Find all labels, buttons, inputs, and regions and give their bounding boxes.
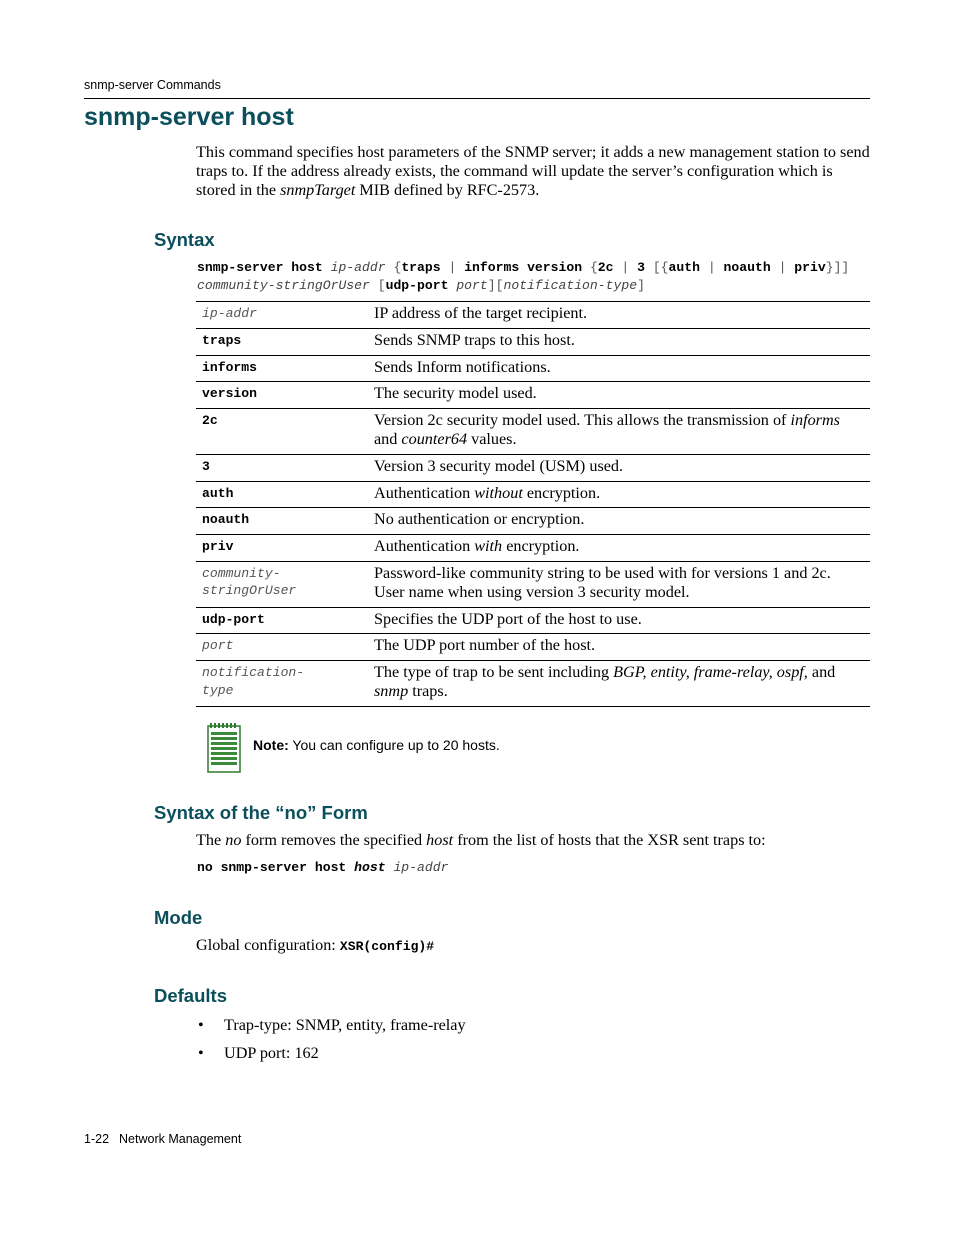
kw-priv: priv xyxy=(794,260,826,275)
param-desc: The UDP port number of the host. xyxy=(364,634,870,661)
param-desc: Specifies the UDP port of the host to use. xyxy=(364,607,870,634)
text: from the list of hosts that the XSR sent traps to: xyxy=(453,831,766,849)
punct: | xyxy=(621,260,630,275)
param-name: 2c xyxy=(196,409,364,455)
desc-emphasis: counter64 xyxy=(401,429,468,448)
param-desc xyxy=(364,409,870,455)
intro-text-end: MIB defined by RFC-2573. xyxy=(355,180,540,199)
punct: [ xyxy=(377,277,386,293)
param-desc xyxy=(364,535,870,562)
param-name: auth xyxy=(196,481,364,508)
arg-ip-addr: ip-addr xyxy=(330,260,386,275)
running-header: snmp-server Commands xyxy=(84,78,221,92)
desc-emphasis: informs xyxy=(790,411,840,430)
punct: [{ xyxy=(652,260,669,275)
notepad-icon xyxy=(206,722,242,774)
desc-text: and xyxy=(807,663,836,682)
kw-informs-version: informs version xyxy=(464,260,583,275)
desc-text: Password-like community string to be used with for versions 1 and 2c. xyxy=(374,563,831,582)
desc-emphasis: with xyxy=(474,537,503,556)
desc-emphasis: snmp xyxy=(374,681,409,700)
desc-emphasis: BGP, entity, frame-relay, ospf, xyxy=(613,663,808,682)
param-desc: Sends SNMP traps to this host. xyxy=(364,328,870,355)
table-row xyxy=(196,409,870,455)
desc-text: Authentication xyxy=(374,537,475,556)
desc-text: User name when using version 3 security model. xyxy=(374,582,690,601)
bullet: • xyxy=(198,1044,204,1062)
desc-text: and xyxy=(374,429,402,448)
cmd-keyword: snmp-server host xyxy=(197,260,323,275)
list-item xyxy=(196,1044,466,1072)
param-name: informs xyxy=(196,355,364,382)
param-name: traps xyxy=(196,328,364,355)
emphasis: host xyxy=(426,831,454,849)
note-label: Note: xyxy=(253,737,289,753)
param-name: 3 xyxy=(196,454,364,481)
desc-text: values. xyxy=(467,429,517,448)
parameter-table xyxy=(196,301,870,707)
table-row xyxy=(196,454,870,481)
desc-emphasis: without xyxy=(474,483,523,502)
table-row xyxy=(196,561,870,607)
kw-noauth: noauth xyxy=(723,260,771,275)
list-item-text: UDP port: 162 xyxy=(224,1044,319,1062)
param-name: port xyxy=(196,634,364,661)
text: form removes the specified xyxy=(241,831,427,849)
table-row xyxy=(196,508,870,535)
param-desc xyxy=(364,661,870,707)
kw-2c: 2c xyxy=(597,260,614,275)
param-desc: Version 3 security model (USM) used. xyxy=(364,454,870,481)
syntax-command xyxy=(197,259,877,294)
param-name-part: type xyxy=(202,682,234,698)
arg-notification-type: notification-type xyxy=(503,277,638,293)
emphasis: no xyxy=(225,831,242,849)
defaults-list xyxy=(196,1016,466,1072)
punct: | xyxy=(707,260,716,275)
note-text: You can configure up to 20 hosts. xyxy=(288,737,500,753)
table-row xyxy=(196,302,870,329)
cmd-host-arg: host xyxy=(354,860,386,875)
arg-port: port xyxy=(456,277,488,293)
kw-udp-port: udp-port xyxy=(385,277,449,293)
punct: { xyxy=(393,260,402,275)
arg-ip-addr: ip-addr xyxy=(393,860,449,875)
param-desc xyxy=(364,561,870,607)
param-name: noauth xyxy=(196,508,364,535)
param-name: version xyxy=(196,382,364,409)
intro-text: This command specifies host parameters of the SNMP server; it adds a new management station to send traps to. If the address already exists, the command will update the server’s configuration which is stored in the xyxy=(196,143,870,199)
no-form-description xyxy=(196,831,766,850)
table-row xyxy=(196,661,870,707)
punct: ] xyxy=(637,277,645,293)
table-row xyxy=(196,328,870,355)
param-name: udp-port xyxy=(196,607,364,634)
param-name: priv xyxy=(196,535,364,562)
param-name-part: community- xyxy=(202,565,281,581)
param-desc: IP address of the target recipient. xyxy=(364,302,870,329)
defaults-heading: Defaults xyxy=(154,985,227,1006)
punct: }]] xyxy=(825,260,850,275)
table-row xyxy=(196,355,870,382)
table-row xyxy=(196,382,870,409)
kw-traps: traps xyxy=(401,260,441,275)
param-desc: The security model used. xyxy=(364,382,870,409)
param-name xyxy=(196,561,364,607)
punct: | xyxy=(448,260,457,275)
param-name: ip-addr xyxy=(196,302,364,329)
param-name-part: notification- xyxy=(202,665,305,681)
bullet: • xyxy=(198,1016,204,1034)
no-form-command xyxy=(197,860,448,875)
mode-text: Global configuration: xyxy=(196,936,340,954)
intro-paragraph xyxy=(196,143,872,199)
param-desc: Sends Inform notifications. xyxy=(364,355,870,382)
table-row xyxy=(196,607,870,634)
mode-prompt: XSR(config)# xyxy=(339,939,435,954)
param-desc: No authentication or encryption. xyxy=(364,508,870,535)
no-form-heading: Syntax of the “no” Form xyxy=(154,802,368,823)
arg-community: community-stringOrUser xyxy=(197,277,370,293)
desc-text: Authentication xyxy=(374,483,475,502)
kw-auth: auth xyxy=(668,260,700,275)
param-name-part: stringOrUser xyxy=(202,583,297,599)
page-number: 1-22 xyxy=(84,1132,110,1146)
kw-3: 3 xyxy=(637,260,645,275)
desc-text: Version 2c security model used. This allows the transmission of xyxy=(374,411,791,430)
section-name: Network Management xyxy=(119,1132,242,1146)
punct: { xyxy=(589,260,598,275)
header-rule xyxy=(84,98,870,99)
mode-heading: Mode xyxy=(154,907,203,928)
mib-name: snmpTarget xyxy=(280,180,356,199)
table-row xyxy=(196,535,870,562)
desc-text: encryption. xyxy=(522,483,601,502)
punct: | xyxy=(778,260,787,275)
desc-text: traps. xyxy=(408,681,448,700)
desc-text: encryption. xyxy=(502,537,580,556)
punct: ][ xyxy=(487,277,504,293)
note xyxy=(253,737,500,753)
cmd-keyword: no snmp-server host xyxy=(197,860,347,875)
text: The xyxy=(196,831,226,849)
list-item-text: Trap-type: SNMP, entity, frame-relay xyxy=(224,1016,466,1034)
table-row xyxy=(196,634,870,661)
table-row xyxy=(196,481,870,508)
syntax-heading: Syntax xyxy=(154,229,215,250)
param-desc xyxy=(364,481,870,508)
param-name xyxy=(196,661,364,707)
page-footer xyxy=(84,1132,241,1146)
list-item xyxy=(196,1016,466,1044)
mode-description xyxy=(196,936,434,955)
page-title: snmp-server host xyxy=(84,103,294,131)
desc-text: The type of trap to be sent including xyxy=(374,663,614,682)
